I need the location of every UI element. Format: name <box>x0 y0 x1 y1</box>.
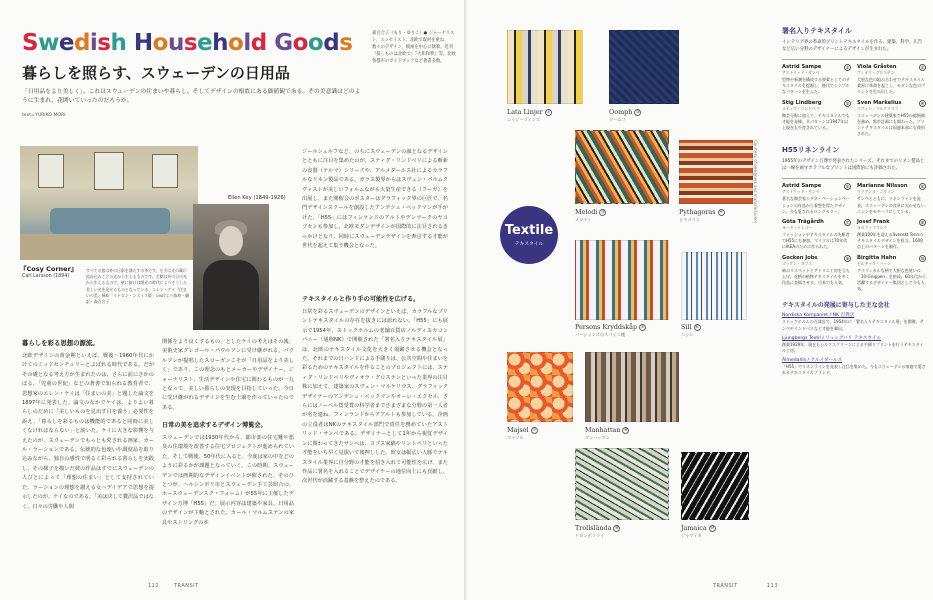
designer-name: Viola Gråsten <box>857 64 897 70</box>
swatch-name: Manhattan <box>585 426 621 434</box>
company-desc: ストックホルムの百貨店で、1954年に「署名入りテキスタイル展」を開催。サンペやリンドベリなど才能を輩出。 <box>782 319 924 331</box>
designer-entry <box>782 100 851 138</box>
designer-entry <box>857 219 926 251</box>
lead-text: 「日用品をより美しく」。これはスウェーデンの住まいや暮らし、そしてデザインの根底にある価値観である。その美意識はどのように生まれ、花開いていったのだろうか。 <box>22 89 361 104</box>
portrait-body <box>203 260 259 330</box>
sidebar-section-h55-linen: H55リネンライン <box>782 146 840 155</box>
swatch-name: Persons Kryddskåp <box>575 323 638 331</box>
swatch-kana-8: マンハッタン <box>585 435 610 440</box>
designer-entry <box>857 64 926 96</box>
designer-kana: ヨータ・トレゴー <box>782 225 813 231</box>
column-2-text: 関係をより良くするもの」としたケイの考えはその後、美術史家グレゴール・パウルソンに受け継がれる。パウルソンが提唱したスローガンこそが「日用品をより美しく」であり、この理念のもとメーカーやデザイナー、ジャーナリスト、生活デザインや住宅に関わるものが一丸となって、美しい暮らしの実現を目指していった。今日に受け継がれるデザインを生む土壌を作っていったのである。 <box>162 339 294 411</box>
column-3-text-b: 日常を彩るスウェーデンのデザインといえば、カラフルなプリントテキスタイルの存在を抜きには語れない。「H55」にも展示で1954年、ストックホルムの老舗百貨店ノルディスカコンパニー（通称NK）で開催された「署名入りテキスタイル展」は、北欧のテキスタイル文化を大きく飛躍させる機会となった。それまでの日ハンドによる手刷りは、公共空間や住まいを彩るためのテキスタイルを作ることのプロジェクトには、スティグ・リンドベリやヴィオラ・グロステンといった業界の注目株に加えて、建築家のスヴェン・マルケリウス、グラフィックデザイナーのアンデシュ・ベックマンやオーレ・エクセル、さらにはノーベル賞受賞の科学者までさまざまな分野の第一人者が名を連ね、フィンランドからアアルトも参加している。企画の立役者はNKのテキスタイル部門で責任を務めていたアストリッド・サンペである。デザイナーとして1年から視覚デザインに関わってきたサンペは、ヨブス家縞やリントベリといった才能をいち早く見抜いて後押しした。彼女は幅広い人脈でテキスタイル業界に自分野の才能を招き入れて可能性を広げ、また作品に署名を入れることでデザイナーの地位向上にも貢献し、次世代が活躍する基盤を整えたのである。 <box>302 309 448 485</box>
swatch-caption-5 <box>575 323 646 331</box>
right-sidebar <box>782 26 926 380</box>
section-heading-origins: 暮らしを彩る思想の源流。 <box>22 339 99 347</box>
designer-kana: ヨセフ・フランク <box>857 225 888 231</box>
swatch-name: Pythagoras <box>679 208 716 216</box>
company-entry <box>782 357 926 376</box>
swatch-kana-9: トロンボフライ <box>575 533 605 538</box>
folio-magazine-right: TRANSIT <box>713 583 738 589</box>
painting-floor <box>20 234 198 260</box>
painting-sofa <box>50 208 170 234</box>
designer-desc: 陶芸分野に加えて、テキスタイルでも才能を発揮。半パターンは1947年以上現在も生産されている。 <box>782 112 850 131</box>
company-entry <box>782 312 926 331</box>
designer-kana: マリアンヌ・ニルソン <box>857 189 895 195</box>
swatch-name: Jamaica <box>681 524 707 532</box>
swatch-caption-8 <box>585 426 629 434</box>
column-2-text-b: スウェーデンでは1930年代から、都市部の住宅難や悪臭の住環境を改善する住宅プロジェクトが進められていた。そして戦後、50年代に入ると、今度は家の中をどのように彩るかが課題となっていく。この時期、スウェーデンでは画期的なデザインイベントが催された。そのひとつが、ヘルシンボリ市とスウェーデン手工芸組合の、ホースウェーデンスク・フォーム）が55年に主催したデザイン万博「H55」だ。展示内容は建築や家具、日用品のデザインが主軸とされた。カール・マルムステンの家具やストリングの本 <box>162 435 294 526</box>
company-desc: 創業1929年、現在もシルクスクリーンによる手刷りプリントを行うテキスタイル工房。 <box>782 341 924 354</box>
designer-name: Göta Trägårdh <box>782 219 824 226</box>
swatch-number: ⑨ <box>614 525 619 531</box>
designer-number: ③ <box>845 100 850 106</box>
folio-number-right: 113 <box>767 583 779 589</box>
designer-desc: 型物や新潮を構成する要素としてのテキスタイルを提唱し、後代でシンプルなパターンを生んだ。 <box>782 77 850 95</box>
designer-name: Birgitta Hahn <box>857 254 897 261</box>
swatch-kana-1: レイジーラインズ <box>507 117 541 122</box>
byline: text=YURIKO MORI <box>22 113 66 118</box>
designer-desc: 著名な陶芸家シグネ・ペーションペーションの作品から着想を得たデザイン。今も愛されるロングセラー。 <box>782 196 850 214</box>
sidebar-section-companies: テキスタイルの発展に寄与した主な会社 <box>782 302 890 310</box>
left-page <box>0 0 466 600</box>
designer-grid-h55 <box>782 178 926 292</box>
swatch-kana-6: ニシン <box>681 332 694 337</box>
column-3-text: ジールシェルフなど、のちにスウェーデンの顔となるデザインとともに注目を集めたのが、スティグ・リンドベリによる斬新の食器（テルマ）シリーズや、アルメダールス社によるカラフルなリネン製品である。ガラス製界からはスヴェン・パルムクヴィストが美しいフォルムながら大量生産できる（フーガ）を出展し、また開催会のポスターはグラフィック界の巨匠で、名門デザインスクールを創設したアンデシュ・ベックマンが手がけた。「H55」にはフィンランドのアルトやデンマークのヤコブセンも参加し、北欧モダンデザインが国際的に注目されるきっかけとなり、同時にスウェーデンデザインを牽引する才能が世代を超えて集う機会となった。 <box>302 149 448 250</box>
swatch-caption-9 <box>575 524 620 532</box>
swatch-kana-5: パーションズのスパイス棚 <box>575 332 625 337</box>
swatch-number: ⑩ <box>710 525 715 531</box>
right-page <box>467 0 933 600</box>
painting-caption-body: すべての窓は外の日影を満たすの茶です。左手は光の蔵に流れ込みこどの光から生えるものです。左側は外の日の光から生えるもので、壁に掛けは開光の時代によりそうした美しい光を見せるものとなっている。エレン・ケイ『住まいの美』挿絵「イトロン・ンスイス版」1907より抜粋・翻訳・森百合子 <box>86 268 190 305</box>
badge-title: Textile <box>504 223 554 238</box>
designer-kana: ヴィオラ・グロステン <box>857 70 895 75</box>
designer-name: Gocken Jobs <box>782 254 818 261</box>
swatch-trollslanda <box>575 448 669 520</box>
designer-kana: スヴェン・マルケリウス <box>857 105 899 111</box>
painting-caption-title: 『Cosy Corner』 <box>20 265 78 273</box>
swatch-caption-3 <box>575 208 606 216</box>
designer-desc: ファッションやテキスタイルの先駆者でH55にも参加。マイソルは70年代にIKEAのために作られた。 <box>782 232 850 250</box>
badge-subtitle: テキスタイル <box>514 242 544 247</box>
swatch-sill <box>681 252 747 320</box>
swatch-number: ③ <box>600 209 605 215</box>
designer-kana: アストリッド・サンペ <box>782 189 820 195</box>
swatch-melodi <box>575 130 669 204</box>
swatch-caption-4 <box>679 208 725 216</box>
portrait-face <box>219 226 243 256</box>
painting-window-left <box>38 154 64 188</box>
sidebar-section-signed-body: インテリア界の革命的プリントテキスタイルを作る。建築、科学、広告など広い分野のデザイナーによるデザインが生まれた。 <box>782 40 923 52</box>
designer-entry <box>857 100 926 138</box>
folio-magazine-left: TRANSIT <box>174 583 199 589</box>
swatch-name: Lata Linjer <box>507 108 543 116</box>
swatch-kana-4: ピタゴラス <box>679 217 700 222</box>
designer-entry <box>782 219 851 251</box>
textile-badge <box>500 206 558 264</box>
swatch-caption-2 <box>609 108 641 116</box>
series-title-text: Swedish Household Goods <box>22 30 353 56</box>
swatch-kana-10: ジャマイカ <box>681 533 702 538</box>
painting-window-center <box>94 152 124 190</box>
designer-number: ⑩ <box>920 255 925 261</box>
sidebar-section-signed-textiles: 署名入りテキスタイル <box>782 27 852 35</box>
designer-desc: 創業100年を迎えるSvenskt Tennのテキスタイルデザインを担当。1600点上のパターンを制作。 <box>857 232 924 250</box>
swatch-kana-7: マイソル <box>507 435 524 440</box>
ellen-key-portrait <box>193 204 269 330</box>
swatch-caption-1 <box>507 108 552 116</box>
swatch-number: ⑧ <box>623 427 628 433</box>
company-list <box>782 312 926 376</box>
swatch-number: ① <box>546 109 551 115</box>
swatch-name: Oomph <box>609 108 633 116</box>
portrait-caption: Ellen Key (1849-1926) <box>228 195 286 201</box>
swatch-number: ⑥ <box>694 324 700 330</box>
swatch-lata-linjer <box>507 30 583 104</box>
swatch-name: Majsol <box>507 426 529 434</box>
swatch-majsol <box>507 352 573 422</box>
company-name: Almedahls / アルメダールス <box>782 358 843 364</box>
swatch-number: ② <box>635 109 640 115</box>
designer-desc: スウェーデンの建築家でH55の総指揮を務め、都市計画にも関わった。プリントテキスタイルは国連本部にも使用された。 <box>857 112 925 137</box>
designer-grid-signed <box>782 59 926 137</box>
photo-credit-vertical: Courtesy of designers and manufacturers <box>753 140 758 224</box>
designer-desc: 姉のリスベットとアトリエ工房を立ち上げ、花柄の植物テキスタイルを多く作品に登場させる。日本でも人気。 <box>782 267 850 286</box>
sidebar-section-h55-body: 1955年のデザイン万博で発表されたシリーズ。それまでのリネン製品とは一線を画すカラフルなプリントは国際的にも評価された。 <box>782 159 925 172</box>
designer-name: Marianne Nilsson <box>857 183 908 190</box>
swatch-caption-7 <box>507 426 538 434</box>
swatch-persons-kryddskap <box>575 240 669 320</box>
swatch-name: Sill <box>681 323 692 331</box>
designer-name: Astrid Sampe <box>782 183 822 190</box>
designer-entry <box>857 183 926 215</box>
designer-name: Stig Lindberg <box>782 99 822 106</box>
designer-number: ⑧ <box>920 220 925 226</box>
company-name: Nordiska Kompaniet / NK 百貨店 <box>782 313 855 319</box>
designer-number: ② <box>920 65 925 70</box>
designer-name: Sven Markelius <box>857 99 902 106</box>
swatch-jamaica <box>681 452 749 520</box>
designer-desc: グラフィカルな柄で大胆な色使いの「10-Gruppen」を結成。60年代から活躍するデザイナー集団として今も人気。 <box>857 267 926 292</box>
designer-kana: スティグ・リンドベリ <box>782 105 820 111</box>
designer-kana: アストリッド・サンペ <box>782 70 820 75</box>
section-heading-textile: テキスタイルと作り手の可能性を広げる。 <box>302 296 420 303</box>
swatch-name: Trollslända <box>575 524 612 532</box>
designer-entry <box>782 255 851 293</box>
series-title <box>22 30 352 56</box>
designer-number: ⑦ <box>845 220 850 226</box>
swatch-pythagoras <box>679 140 753 204</box>
swatch-number: ⑦ <box>531 427 537 433</box>
swatch-number: ④ <box>718 209 724 215</box>
swatch-manhattan <box>585 352 679 422</box>
column-1-text: 北欧デザインの黄金期といえば、戦後〜1960年代にかけてのミッドセンチュリーとよばれる時代である。だがその礎となる考え方が生まれたのは、さらに前にさかのぼる。「児童の世紀」などの著書で知られる教育者で、思想家のエレン・ケイは「住まいの美」と題した論文を1897年に発表した。論文のなかでケイは、よりよい暮らしのために「美しいものを見出す目を養う」必要性を訴え、「暮らしを彩るものは機能的であると同時に美しくなければならない」と説いた。ケイに大きな影響を与えたのが、スウェーデンでもっとも愛される画家、カール・ラーションである。伝統的な色使いや調度品を取り込みながら、独自の感性で明るく彩られる暮らしを実践し、その様子を描いた彼の作品はすでにスウェーデンの人びとによって「理想の住まい」として支持されていた。ラーションの理想を讃える女ヘデイデアで思想を提示したのが、ケイなのである。「美は決して贅沢品ではなく、日々の労働や人間 <box>22 353 154 510</box>
painting-window-right <box>152 154 178 188</box>
swatch-kana-3: メロディ <box>575 217 592 222</box>
designer-entry <box>782 64 851 96</box>
company-entry <box>782 335 926 354</box>
designer-kana: ゴッケン・ヨブス <box>782 260 812 266</box>
swatch-caption-6 <box>681 323 701 331</box>
cosy-corner-painting <box>20 146 198 260</box>
swatch-oomph <box>609 30 679 104</box>
swatch-name: Melodi <box>575 208 598 216</box>
designer-entry <box>857 255 926 293</box>
designer-number: ④ <box>920 100 925 106</box>
company-desc: 「H55」でリネンラインを発表し注目を集めた。今もスウェーデンの家庭で愛されるテキスタイルブランド。 <box>782 364 926 376</box>
designer-number: ⑤ <box>845 184 850 190</box>
section-heading-expo: 日常の美を追求するデザイン博覧会。 <box>162 422 267 429</box>
designer-entry <box>782 183 851 215</box>
painting-caption-name: Carl Larsson (1894) <box>22 274 70 279</box>
designer-kana: ビルギッタ・ハーン <box>857 260 892 266</box>
folio-number-left: 112 <box>148 583 160 589</box>
swatch-caption-10 <box>681 524 716 532</box>
swatch-kana-2: ウームフ <box>609 117 626 122</box>
designer-name: Astrid Sampe <box>782 64 822 70</box>
swatch-number: ⑤ <box>640 324 645 330</box>
designer-name: Josef Frank <box>857 219 890 226</box>
article-title: 暮らしを照らす、スウェーデンの日用品 <box>22 64 290 82</box>
designer-desc: 大胆な色の組み合わせでテキスタイル業界に革命を起こし、モダンな色のプリントを生み出した。 <box>857 77 926 95</box>
designer-number: ⑨ <box>845 255 850 261</box>
designer-number: ⑥ <box>920 184 925 190</box>
company-name: Ljungbergs Textil / リュングバリ テキスタイル <box>782 335 882 341</box>
designer-number: ① <box>845 65 850 70</box>
designer-desc: サンペとともに、リネンラインを発表。スウェーデンの食卓に欠かせないニシンをモチーフにしている。 <box>857 196 925 214</box>
author-note: 森百合子（もり・ゆりこ）● ジャーナリスト、エッセイスト。北欧で取材を重ね、数々のデザイン、映画を中心に執筆。近刊『探しものは北欧で』『大和和夢』等。北欧各都市のガイドブックなど著書多数。 <box>372 31 456 64</box>
